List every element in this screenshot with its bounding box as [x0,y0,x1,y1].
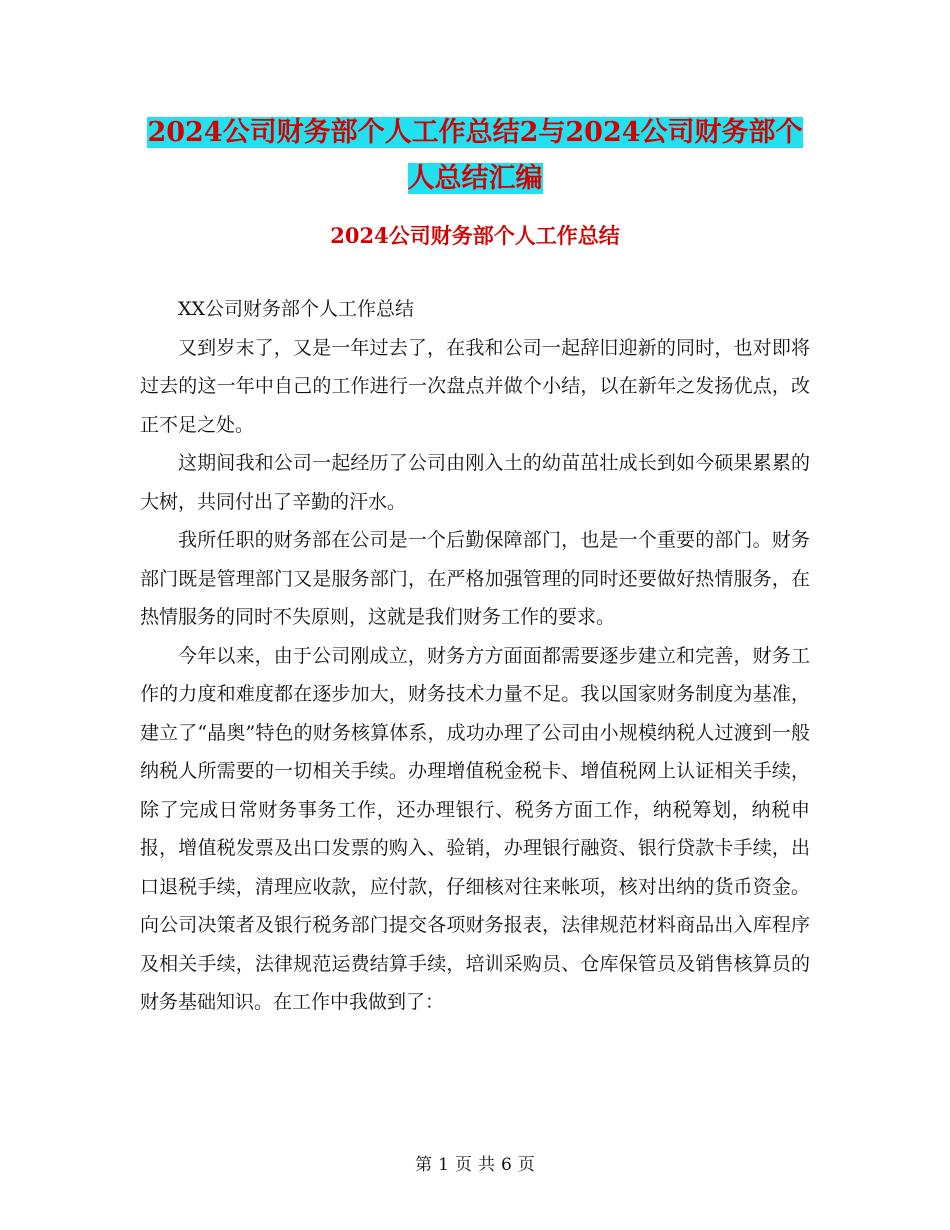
paragraph: 今年以来，由于公司刚成立，财务方方面面都需要逐步建立和完善，财务工作的力度和难度都在逐步加大，财务技术力量不足。我以国家财务制度为基准，建立了“晶奥”特色的财务核算体系，成功办理了公司由小规模纳税人过渡到一般纳税人所需要的一切相关手续。办理增值税金税卡、增值税网上认证相关手续，除了完成日常财务事务工作，还办理银行、税务方面工作，纳税筹划，纳税申报，增值税发票及出口发票的购入、验销，办理银行融资、银行贷款卡手续，出口退税手续，清理应收款，应付款，仔细核对往来帐项，核对出纳的货币资金。向公司决策者及银行税务部门提交各项财务报表，法律规范材料商品出入库程序及相关手续，法律规范运费结算手续，培训采购员、仓库保管员及销售核算员的财务基础知识。在工作中我做到了： [140,644,810,1013]
paragraph: 又到岁末了，又是一年过去了，在我和公司一起辞旧迎新的同时，也对即将过去的这一年中自己的工作进行一次盘点并做个小结，以在新年之发扬优点，改正不足之处。 [140,336,810,436]
footer-total-prefix: 共 [478,1155,495,1175]
document-body [140,290,810,1022]
paragraph-heading: XX公司财务部个人工作总结 [178,298,415,320]
paragraph: 这期间我和公司一起经历了公司由刚入土的幼苗茁壮成长到如今硕果累累的大树，共同付出了辛勤的汗水。 [140,452,810,513]
paragraph: 我所任职的财务部在公司是一个后勤保障部门，也是一个重要的部门。财务部门既是管理部门又是服务部门，在严格加强管理的同时还要做好热情服务，在热情服务的同时不失原则，这就是我们财务工作的要求。 [140,529,810,628]
current-page-number: 1 [438,1155,449,1175]
page-footer [0,1153,950,1177]
footer-prefix: 第 [415,1155,433,1175]
total-pages-number: 6 [501,1155,512,1175]
footer-page-word: 页 [455,1155,472,1175]
section-title: 2024公司财务部个人工作总结 [330,223,620,248]
document-title-text: 2024公司财务部个人工作总结2与2024公司财务部个人总结汇编 [147,117,803,194]
footer-suffix: 页 [517,1155,535,1175]
document-title [140,110,810,202]
